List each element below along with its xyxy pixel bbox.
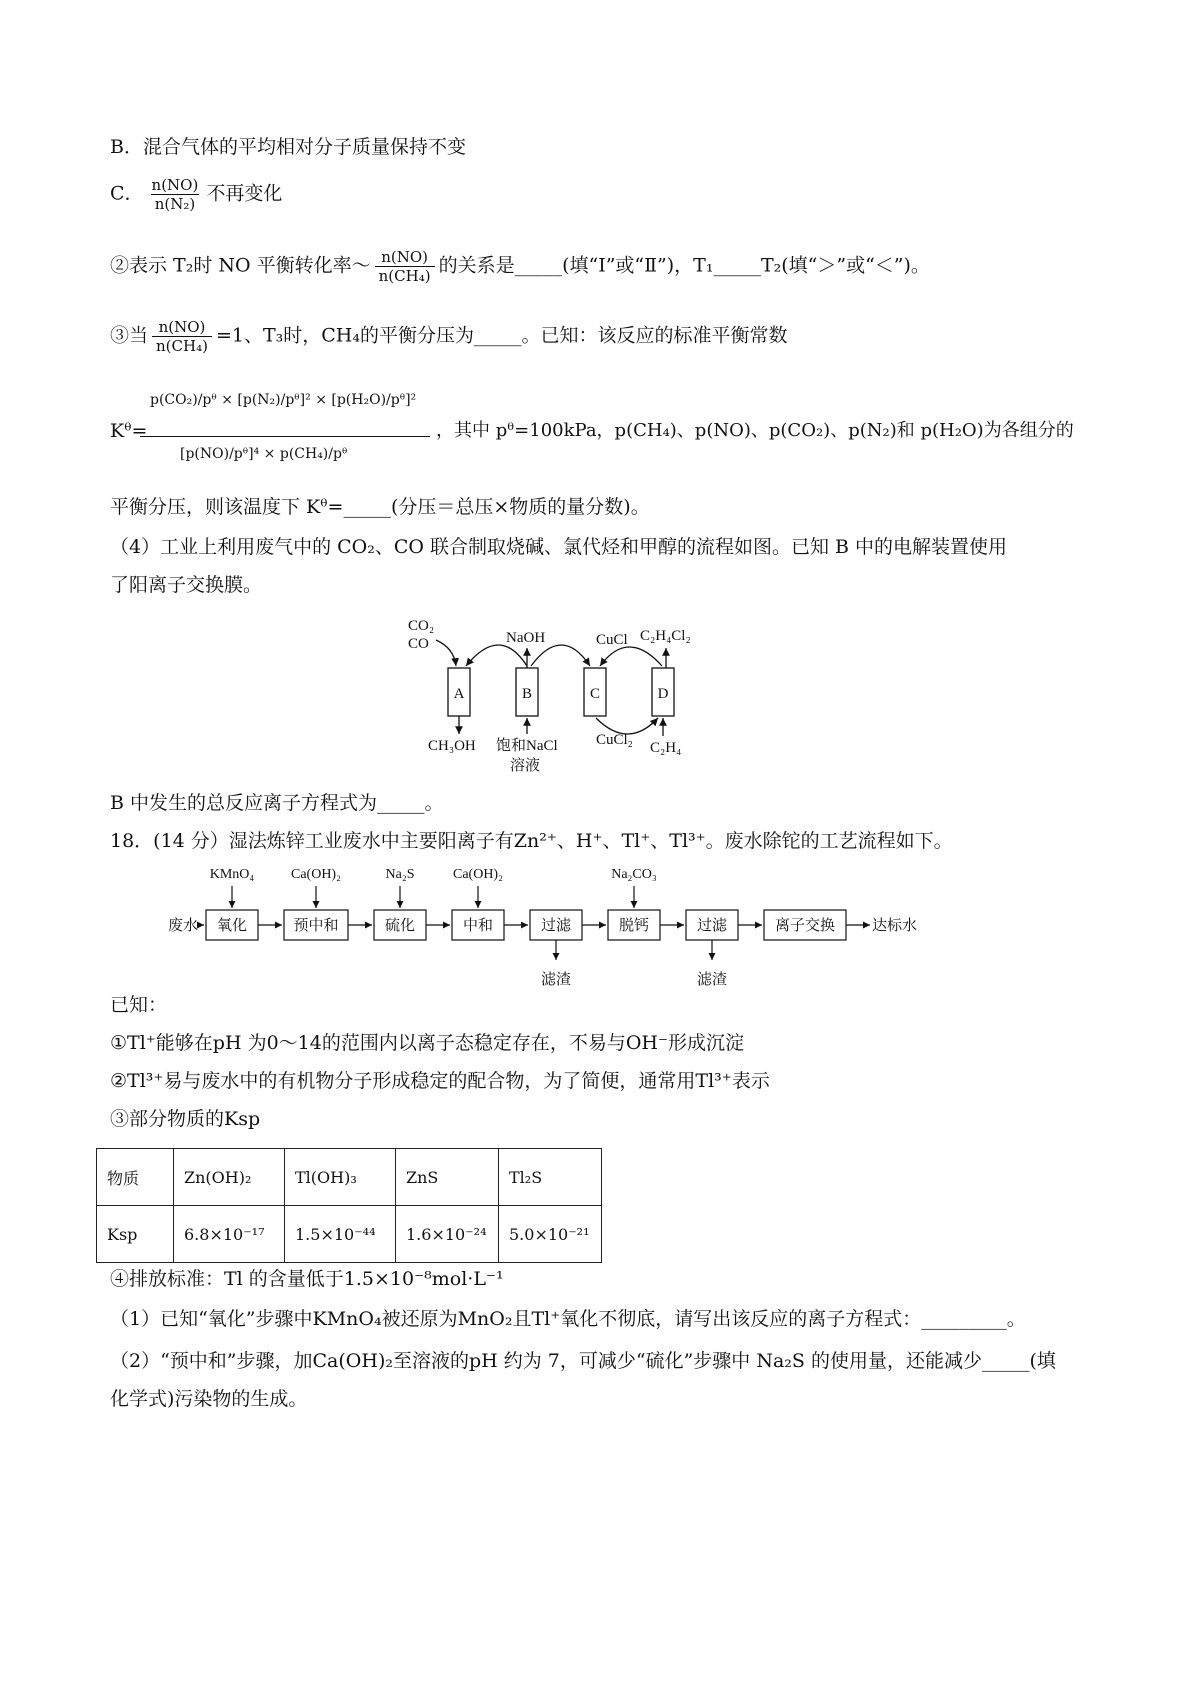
table-cell: Zn(OH)₂ — [174, 1149, 285, 1206]
k-numerator: p(CO₂)/pᶿ × [p(N₂)/pᶿ]² × [p(H₂O)/pᶿ]² — [150, 392, 417, 408]
box-a-label: A — [453, 686, 465, 702]
flow-step-label: 过滤 — [696, 918, 728, 934]
flow-step-label: 预中和 — [293, 918, 339, 934]
option-b: B．混合气体的平均相对分子质量保持不变 — [110, 136, 466, 158]
label-c2h4: C₂H₄ — [650, 740, 682, 756]
process-diagram — [400, 612, 740, 782]
known-2: ②Tl³⁺易与废水中的有机物分子形成稳定的配合物，为了简便，通常用Tl³⁺表示 — [110, 1070, 770, 1092]
table-cell: 5.0×10⁻²¹ — [499, 1206, 602, 1263]
arrow-co-to-a — [436, 640, 456, 666]
fraction-denominator: n(CH₄) — [375, 266, 435, 285]
k-fraction-bar — [140, 436, 430, 437]
table-cell: Tl₂S — [499, 1149, 602, 1206]
box-c-label: C — [589, 686, 601, 702]
q2-suffix: 的关系是_____(填“I”或“Ⅱ”)，T₁_____T₂(填“＞”或“＜”)。 — [438, 254, 930, 277]
known-heading: 已知： — [110, 994, 168, 1016]
table-cell: ZnS — [396, 1149, 499, 1206]
label-co: CO — [408, 636, 429, 652]
box-b-label: B — [521, 686, 533, 702]
flow-step-label: 硫化 — [384, 918, 416, 934]
fraction-denominator: n(CH₄) — [152, 336, 212, 355]
flow-reagent-label: Na₂CO₃ — [611, 867, 657, 882]
q4-answer: B 中发生的总反应离子方程式为_____。 — [110, 792, 444, 814]
flow-end-label: 达标水 — [872, 918, 918, 934]
option-c-suffix: 不再变化 — [206, 182, 283, 205]
fraction-numerator: n(NO) — [158, 318, 206, 336]
flow-reagent-label: Ca(OH)₂ — [291, 867, 341, 882]
ksp-table — [96, 1148, 602, 1263]
flow-diagram — [160, 862, 960, 986]
k-line2: 平衡分压，则该温度下 Kᶿ=_____(分压＝总压×物质的量分数)。 — [110, 496, 650, 518]
table-row — [97, 1206, 602, 1263]
flow-residue-label: 滤渣 — [696, 972, 728, 986]
table-cell: 6.8×10⁻¹⁷ — [174, 1206, 285, 1263]
table-row — [97, 1149, 602, 1206]
known-3: ③部分物质的Ksp — [110, 1108, 261, 1130]
flow-residue-label: 滤渣 — [540, 972, 572, 986]
q4-line1: （4）工业上利用废气中的 CO₂、CO 联合制取烧碱、氯代烃和甲醇的流程如图。已知 B 中的电解装置使用 — [110, 536, 1008, 558]
label-cucl: CuCl — [596, 632, 628, 648]
known-4: ④排放标准：Tl 的含量低于1.5×10⁻⁸mol·L⁻¹ — [110, 1268, 504, 1290]
flow-step-label: 中和 — [462, 918, 494, 934]
flow-step-label: 脱钙 — [618, 918, 650, 934]
k-denominator: [p(NO)/pᶿ]⁴ × p(CH₄)/pᶿ — [180, 446, 348, 462]
fraction-denominator: n(N₂) — [151, 194, 200, 213]
arrow-d-to-c — [600, 647, 662, 666]
question-2 — [110, 248, 930, 285]
flow-step-label: 过滤 — [540, 918, 572, 934]
ratio-fraction — [148, 176, 203, 213]
flow-step-label: 离子交换 — [774, 918, 836, 934]
table-cell: Ksp — [97, 1206, 174, 1263]
fraction-numerator: n(NO) — [151, 176, 199, 194]
flow-reagent-label: Ca(OH)₂ — [453, 867, 503, 882]
box-d-label: D — [657, 686, 669, 702]
part-1: （1）已知“氧化”步骤中KMnO₄被还原为MnO₂且Tl⁺氧化不彻底，请写出该反应的离子方程式：_________。 — [110, 1308, 1026, 1330]
table-cell: 1.6×10⁻²⁴ — [396, 1206, 499, 1263]
label-nacl: 饱和NaCl — [496, 738, 558, 754]
flow-step-label: 氧化 — [216, 918, 248, 934]
ratio-fraction — [152, 318, 212, 355]
label-solution: 溶液 — [510, 758, 541, 774]
flow-reagent-label: Na₂S — [385, 867, 415, 882]
part-2-line2: 化学式)污染物的生成。 — [110, 1388, 308, 1410]
flow-start-label: 废水 — [168, 918, 199, 934]
label-c2h4cl2: C₂H₄Cl₂ — [640, 628, 691, 644]
fraction-numerator: n(NO) — [381, 248, 428, 266]
ratio-fraction — [375, 248, 435, 285]
q3-prefix: ③当 — [110, 324, 149, 347]
q2-prefix: ②表示 T₂时 NO 平衡转化率～ — [110, 254, 371, 277]
part-2-line1: （2）“预中和”步骤，加Ca(OH)₂至溶液的pH 约为 7，可减少“硫化”步骤中 Na₂S 的使用量，还能减少_____(填 — [110, 1350, 1056, 1372]
table-cell: 1.5×10⁻⁴⁴ — [285, 1206, 396, 1263]
arrow-b-to-a — [466, 645, 527, 666]
k-label: Kᶿ= — [110, 420, 148, 442]
label-cucl2: CuCl₂ — [596, 732, 633, 748]
table-cell: Tl(OH)₃ — [285, 1149, 396, 1206]
option-c — [110, 176, 282, 213]
k-suffix: ，其中 pᶿ=100kPa，p(CH₄)、p(NO)、p(CO₂)、p(N₂)和 p(H₂O)为各组分的 — [436, 420, 1074, 441]
table-cell: 物质 — [97, 1149, 174, 1206]
label-naoh: NaOH — [506, 630, 546, 646]
option-c-prefix: C． — [110, 182, 144, 205]
arrow-b-to-c — [531, 645, 590, 666]
question-18: 18．(14 分）湿法炼锌工业废水中主要阳离子有Zn²⁺、H⁺、Tl⁺、Tl³⁺。废水除铊的工艺流程如下。 — [110, 830, 953, 852]
flow-reagent-label: KMnO₄ — [209, 867, 255, 882]
question-3 — [110, 318, 787, 355]
q3-suffix: =1、T₃时，CH₄的平衡分压为_____。已知：该反应的标准平衡常数 — [215, 324, 788, 347]
q4-line2: 了阳离子交换膜。 — [110, 574, 263, 596]
label-ch3oh: CH₃OH — [428, 738, 476, 754]
known-1: ①Tl⁺能够在pH 为0～14的范围内以离子态稳定存在，不易与OH⁻形成沉淀 — [110, 1032, 745, 1054]
label-co2: CO₂ — [408, 618, 435, 634]
